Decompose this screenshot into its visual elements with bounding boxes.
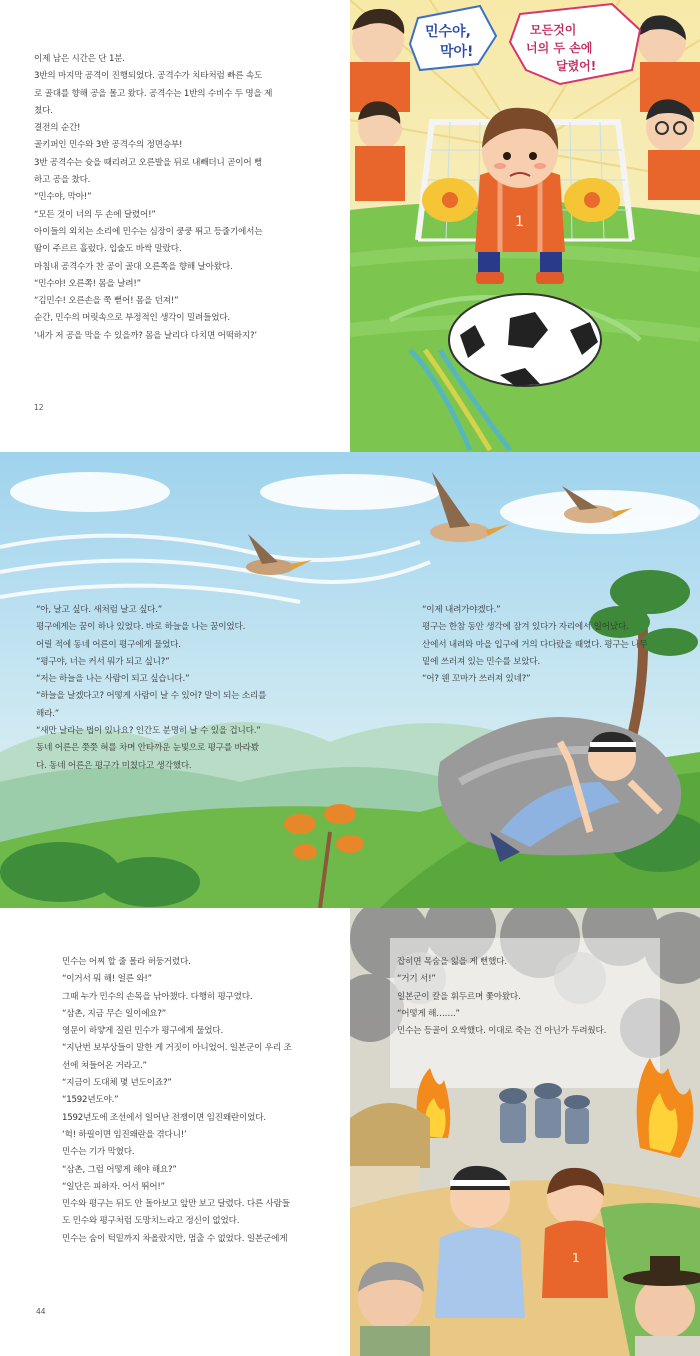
speech-bubble-right <box>510 4 640 84</box>
paragraph: “저는 하늘을 나는 사람이 되고 싶습니다.” <box>36 674 190 685</box>
paragraph: “모든 것이 너의 두 손에 달렸어!” <box>34 209 156 220</box>
soccer-ball-icon <box>449 294 601 386</box>
paragraph: 밑에 쓰러져 있는 민수를 보았다. <box>422 656 540 667</box>
paragraph: “어떻게 해…….” <box>397 1008 460 1019</box>
paragraph: “삼촌, 지금 무슨 일이에요?” <box>62 1008 167 1019</box>
paragraph: 쳤다. <box>34 105 53 116</box>
paragraph: “아, 날고 싶다. 새처럼 날고 싶다.” <box>36 605 162 615</box>
paragraph: 마침내 공격수가 찬 공이 골대 오른쪽을 향해 날아왔다. <box>34 261 233 272</box>
paragraph: 1592년도에 조선에서 일어난 전쟁이면 임진왜란이었다. <box>62 1112 266 1123</box>
paragraph: “이제 내려가야겠다.” <box>422 605 501 615</box>
paragraph: 어릴 적에 동네 어른이 평구에게 물었다. <box>36 639 181 650</box>
paragraph: 그때 누가 민수의 손목을 낚아챘다. 다행히 평구였다. <box>62 991 253 1002</box>
page2-left-text <box>36 602 336 775</box>
page-number: 44 <box>36 1307 46 1316</box>
paragraph: 결전의 순간! <box>34 123 81 134</box>
bubble-left-line1: 민수야, <box>425 24 471 40</box>
paragraph: “김민수! 오른손을 쭉 뻗어! 몸을 던져!” <box>34 296 179 307</box>
paragraph: 골키퍼인 민수와 3반 공격수의 정면승부! <box>34 140 183 151</box>
page3-right-text <box>397 954 687 1040</box>
page3-left-text <box>62 954 342 1248</box>
soccer-goalkeeper-illustration <box>350 0 700 452</box>
paragraph: “삼촌, 그럼 어떻게 해야 해요?” <box>62 1164 177 1175</box>
paragraph: ‘헉! 하필이면 임진왜란을 겪다니!’ <box>62 1129 187 1140</box>
paragraph: 동네 어른은 쯧쯧 혀를 차며 안타까운 눈빛으로 평구를 바라봤 <box>36 743 259 754</box>
paragraph: ‘내가 저 공을 막을 수 있을까? 몸을 날리다 다치면 어떡하지?’ <box>34 330 257 341</box>
paragraph: 땀이 주르르 흘렀다. 입술도 바싹 말랐다. <box>34 244 182 255</box>
paragraph: 평구에게는 꿈이 하나 있었다. 바로 하늘을 나는 꿈이었다. <box>36 622 246 633</box>
paragraph: 민수는 어찌 할 줄 몰라 허둥거렸다. <box>62 957 191 967</box>
paragraph: “어? 웬 꼬마가 쓰러져 있네?” <box>422 674 531 685</box>
paragraph: 로 골대를 향해 공을 몰고 왔다. 공격수는 1반의 수비수 두 명을 제 <box>34 88 273 99</box>
paragraph: 3반의 마지막 공격이 진행되었다. 공격수가 치타처럼 빠른 속도 <box>34 71 263 82</box>
paragraph: 민수는 등골이 오싹했다. 이대로 죽는 건 아닌가 두려웠다. <box>397 1026 607 1037</box>
paragraph: 이제 남은 시간은 단 1분. <box>34 54 125 64</box>
paragraph: “지금이 도대체 몇 년도이죠?” <box>62 1078 172 1089</box>
paragraph: “민수야! 오른쪽! 몸을 날려!” <box>34 278 141 289</box>
paragraph: 잡히면 목숨을 잃을 게 뻔했다. <box>397 957 507 967</box>
page-number: 12 <box>34 403 44 412</box>
paragraph: 다. 동네 어른은 평구가 미쳤다고 생각했다. <box>36 760 192 771</box>
paragraph: “일단은 피하자. 어서 뛰어!” <box>62 1181 165 1192</box>
svg-text:1: 1 <box>515 214 524 230</box>
page-spread-3 <box>0 908 700 1356</box>
paragraph: “하늘을 날겠다고? 어떻게 사람이 날 수 있어? 말이 되는 소리를 <box>36 691 267 702</box>
paragraph: 영문이 하얗게 질린 민수가 평구에게 물었다. <box>62 1026 224 1037</box>
paragraph: 산에서 내려와 마을 입구에 거의 다다랐을 때였다. 평구는 나무 <box>422 639 648 650</box>
paragraph: 민수는 기가 막혔다. <box>62 1147 135 1158</box>
svg-text:1: 1 <box>572 1251 580 1265</box>
paragraph: 도 민수와 평구처럼 도망치느라고 정신이 없었다. <box>62 1216 240 1227</box>
paragraph: 일본군이 칼을 휘두르며 쫓아왔다. <box>397 991 521 1002</box>
paragraph: 3반 공격수는 슛을 때리려고 오른발을 뒤로 내빼더니 곧이어 뻥 <box>34 157 263 168</box>
paragraph: “민수야, 막아!” <box>34 192 92 203</box>
spectator-left <box>355 101 405 201</box>
paragraph: 해라.” <box>36 708 59 719</box>
page1-text <box>34 51 338 345</box>
paragraph: 민수와 평구는 뒤도 안 돌아보고 앞만 보고 달렸다. 다른 사람들 <box>62 1199 290 1210</box>
minsu-running-figure <box>542 1168 608 1298</box>
villager-left <box>358 1262 430 1356</box>
paragraph: 하고 공을 찼다. <box>34 175 91 186</box>
page-spread-1 <box>0 0 700 452</box>
paragraph: 평구는 한참 동안 생각에 잠겨 있다가 자리에서 일어났다. <box>422 622 629 633</box>
paragraph: 아이들의 외치는 소리에 민수는 심장이 쿵쿵 뛰고 등줄기에서는 <box>34 226 263 237</box>
bubble-right-line2: 너의 두 손에 <box>526 41 593 55</box>
bubble-right-line3: 달렸어! <box>556 59 597 73</box>
paragraph: “평구야, 너는 커서 뭐가 되고 싶니?” <box>36 656 170 667</box>
paragraph: “거기 서!” <box>397 974 436 985</box>
paragraph: “이거서 뭐 해! 얼른 와!” <box>62 974 152 985</box>
paragraph: 민수는 숨이 턱밑까지 차올랐지만, 멈출 수 없었다. 일본군에게 <box>62 1233 288 1244</box>
paragraph: 순간, 민수의 머릿속으로 부정적인 생각이 밀려들었다. <box>34 313 230 324</box>
bubble-left-line2: 막아! <box>440 44 474 60</box>
paragraph: “1592년도야.” <box>62 1095 119 1106</box>
page2-right-text <box>422 602 687 688</box>
bubble-right-line1: 모든것이 <box>530 23 577 37</box>
paragraph: “지난번 보부상들이 말한 게 거짓이 아니었어. 일본군이 우리 조 <box>62 1043 292 1054</box>
paragraph: 선에 쳐들어온 거라고.” <box>62 1060 147 1071</box>
paragraph: “새만 날라는 법이 있나요? 인간도 분명히 날 수 있을 겁니다.” <box>36 726 261 737</box>
page-spread-2 <box>0 452 700 908</box>
